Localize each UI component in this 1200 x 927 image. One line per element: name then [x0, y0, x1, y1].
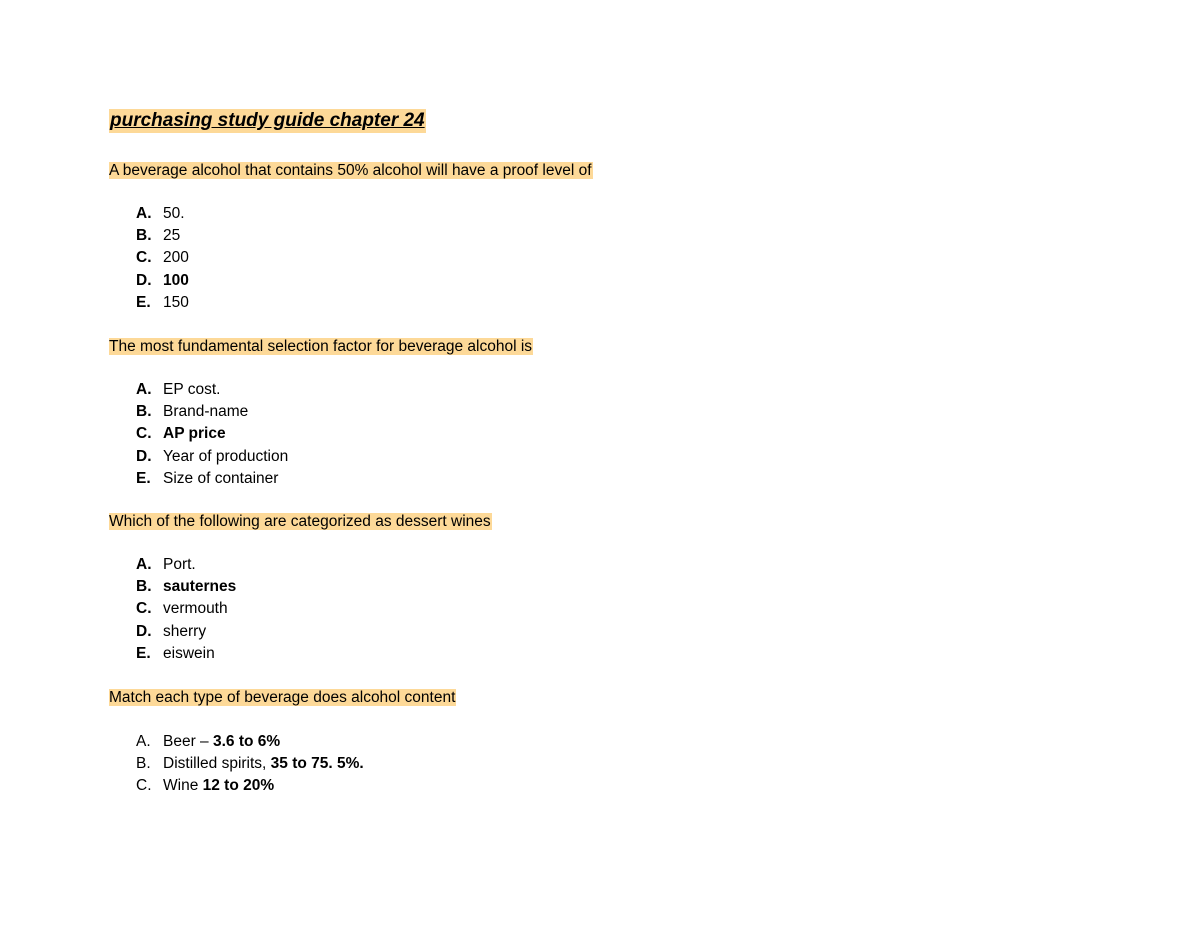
- question-text: [109, 336, 533, 357]
- option-letter: A.: [136, 733, 151, 750]
- document-title: purchasing study guide chapter 24: [110, 110, 425, 131]
- option-text: Beer –: [163, 733, 213, 750]
- option-text: Distilled spirits,: [163, 755, 271, 773]
- answer-options: [109, 203, 593, 314]
- option-letter: C.: [136, 249, 152, 267]
- option-letter: E.: [136, 644, 151, 662]
- option-text: 150: [163, 293, 189, 311]
- option-text: eiswein: [163, 644, 215, 662]
- option-e: [109, 292, 593, 314]
- option-letter: A.: [136, 556, 152, 573]
- answer-options: [109, 554, 492, 665]
- option-a: [109, 554, 492, 576]
- option-letter: B.: [136, 227, 152, 245]
- option-e: [109, 468, 533, 490]
- match-options: [109, 731, 456, 798]
- option-text: Port.: [163, 556, 196, 573]
- option-b: [109, 225, 593, 247]
- option-text: vermouth: [163, 600, 228, 618]
- option-text: EP cost.: [163, 381, 221, 398]
- option-d: [109, 446, 533, 468]
- option-letter: D.: [136, 447, 152, 465]
- option-e: [109, 643, 492, 665]
- option-letter: A.: [136, 381, 152, 398]
- option-text-correct: 100: [163, 271, 189, 289]
- question-text: [109, 511, 492, 532]
- option-letter: D.: [136, 622, 152, 640]
- option-letter: B.: [136, 578, 152, 596]
- answer-options: [109, 379, 533, 490]
- option-c: [109, 598, 492, 620]
- match-item-spirits: [109, 753, 456, 775]
- option-a: [109, 379, 533, 401]
- question-text-highlight: Which of the following are categorized as dessert wines: [109, 513, 491, 530]
- option-d: [109, 270, 593, 292]
- option-answer: 35 to 75. 5%.: [270, 755, 364, 773]
- question-3: [109, 511, 492, 665]
- option-a: [109, 203, 593, 225]
- option-letter: C.: [136, 425, 152, 443]
- option-b: [109, 576, 492, 598]
- question-text-highlight: The most fundamental selection factor for beverage alcohol is: [109, 338, 533, 355]
- option-text: Brand-name: [163, 403, 249, 421]
- question-1: [109, 160, 593, 314]
- option-letter: C.: [136, 600, 152, 618]
- option-text-correct: sauternes: [163, 578, 237, 596]
- option-letter: E.: [136, 293, 151, 311]
- question-text-highlight: Match each type of beverage does alcohol content: [109, 689, 456, 706]
- option-c: [109, 423, 533, 445]
- option-letter: C.: [136, 777, 152, 795]
- option-b: [109, 401, 533, 423]
- option-d: [109, 621, 492, 643]
- match-item-wine: [109, 775, 456, 797]
- option-text: Size of container: [163, 469, 279, 487]
- option-text: 200: [163, 249, 189, 267]
- option-c: [109, 247, 593, 269]
- option-letter: D.: [136, 271, 152, 289]
- question-text-highlight: A beverage alcohol that contains 50% alcohol will have a proof level of: [109, 162, 592, 179]
- option-answer: 3.6 to 6%: [212, 733, 281, 750]
- question-4: [109, 687, 456, 798]
- option-answer: 12 to 20%: [202, 777, 275, 795]
- option-text: Year of production: [163, 447, 289, 465]
- option-text: Wine: [163, 777, 203, 795]
- option-text-correct: AP price: [163, 425, 226, 443]
- option-text: 50.: [163, 205, 185, 222]
- option-letter: E.: [136, 469, 151, 487]
- question-text: [109, 687, 456, 708]
- option-text: 25: [163, 227, 181, 245]
- question-2: [109, 336, 533, 490]
- option-letter: B.: [136, 755, 151, 773]
- question-text: [109, 160, 593, 181]
- option-letter: A.: [136, 205, 152, 222]
- option-text: sherry: [163, 622, 207, 640]
- match-item-beer: [109, 731, 456, 753]
- document-title-block: [109, 109, 426, 133]
- option-letter: B.: [136, 403, 152, 421]
